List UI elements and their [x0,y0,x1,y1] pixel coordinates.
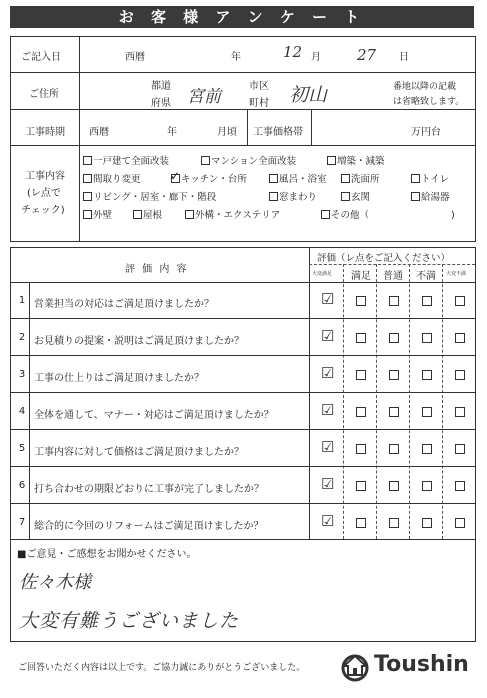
rating-checkbox[interactable] [389,444,399,454]
rating-checkbox[interactable] [422,296,432,306]
check-mark-icon[interactable]: ☑ [321,364,335,382]
checkbox[interactable] [83,192,92,201]
day-value[interactable]: 27 [357,46,377,64]
checkbox[interactable] [327,156,336,165]
city-value[interactable]: 初山 [289,84,328,106]
eval-header-right: 評価（レ点をご記入ください） [317,253,451,264]
checkbox[interactable] [133,210,142,219]
todofuken-top: 都道 [151,81,171,92]
rating-checkbox[interactable] [356,407,366,417]
day-unit: 日 [399,52,409,63]
check-mark-icon[interactable]: ☑ [321,401,335,419]
period-label: 工事時期 [25,127,65,138]
option-item[interactable]: 屋根 [133,207,185,225]
rating-checkbox[interactable] [356,370,366,380]
option-item[interactable]: 窓まわり [269,189,341,207]
price-divider-left [247,109,248,145]
month-value[interactable]: 12 [283,43,303,61]
price-unit: 万円台 [411,127,441,138]
option-item[interactable]: トイレ [411,174,449,185]
period-year-unit: 年 [167,127,177,138]
row-divider [11,318,475,319]
question-text: 打ち合わせの期限どおりに工事が完了しましたか？ [34,484,264,495]
period-month-unit: 月頃 [217,127,237,138]
rating-checkbox[interactable] [389,481,399,491]
question-number: 6 [18,480,26,491]
content-label-3: チェック) [21,205,65,216]
checkbox[interactable] [341,174,350,183]
rating-checkbox[interactable] [389,333,399,343]
checkbox[interactable] [411,192,420,201]
option-item[interactable]: 外壁 [83,207,133,225]
check-mark-icon[interactable]: ☑ [321,438,335,456]
brand-logo [340,650,480,684]
rating-checkbox[interactable] [422,370,432,380]
comments-label: ■ご意見・ご感想をお聞かせください。 [17,549,197,560]
question-number: 1 [18,295,26,306]
question-text: 工事内容に対して価格はご満足頂けましたか？ [34,447,244,458]
year-unit: 年 [231,52,241,63]
house-logo-icon [340,652,370,682]
rating-checkbox[interactable] [356,333,366,343]
rating-checkbox[interactable] [422,481,432,491]
question-text: 全体を通して、マナー・対応はご満足頂けましたか？ [34,410,274,421]
rating-checkbox[interactable] [455,444,465,454]
comment-line-2[interactable]: 大変有難うございました [19,610,240,632]
rating-checkbox[interactable] [455,370,465,380]
option-item[interactable]: 間取り変更 [83,171,171,189]
month-unit: 月 [311,52,321,63]
rating-divider [309,248,310,539]
question-number: 4 [18,406,26,417]
address-note-1: 番地以降の記載 [393,82,457,92]
rating-checkbox[interactable] [422,518,432,528]
rating-checkbox[interactable] [356,481,366,491]
col-divider [376,264,377,539]
question-text: お見積りの提案・説明はご満足頂けましたか？ [34,336,244,347]
header-bottom [11,282,475,283]
option-item[interactable]: 風呂・浴室 [269,171,341,189]
scale-very-satisfied: 大変満足 [312,271,333,277]
work-options [83,153,475,225]
date-era: 西暦 [125,52,145,63]
period-era: 西暦 [89,127,109,138]
address-label: ご住所 [29,89,59,100]
rating-checkbox[interactable] [389,407,399,417]
info-section [10,36,476,242]
option-item[interactable]: 増築・減築 [327,156,385,167]
divider [11,109,475,110]
rating-checkbox[interactable] [356,444,366,454]
number-divider [29,282,30,539]
footer-thanks: ご回答いただく内容は以上です。ご協力誠にありがとうございました。 [18,663,306,673]
rating-checkbox[interactable] [356,518,366,528]
rating-checkbox[interactable] [455,481,465,491]
todofuken-bottom: 府県 [151,98,171,109]
rating-checkbox[interactable] [422,444,432,454]
price-label: 工事価格帯 [253,127,303,138]
check-mark-icon[interactable]: ☑ [321,475,335,493]
option-item[interactable]: マンション全面改装 [201,153,327,171]
divider [11,72,475,73]
address-note-2: は省略致します。 [393,97,465,107]
survey-title: お 客 様 ア ン ケ ー ト [10,6,474,28]
divider [11,145,475,146]
rating-checkbox[interactable] [389,296,399,306]
checkbox[interactable] [269,174,278,183]
prefecture-value[interactable]: 宮前 [187,87,221,107]
col-divider [442,264,443,539]
check-mark-icon[interactable]: ☑ [321,327,335,345]
rating-checkbox[interactable] [422,407,432,417]
question-number: 3 [18,369,26,380]
price-divider-right [311,109,312,145]
option-item[interactable]: 玄関 [341,189,411,207]
rating-checkbox[interactable] [422,333,432,343]
row-divider [11,503,475,504]
scale-very-dissatisfied: 大変不満 [446,271,467,277]
content-label-1: 工事内容 [25,171,65,182]
option-item[interactable]: その他（ [321,207,451,225]
scale-normal: 普通 [383,271,403,282]
date-label: ご記入日 [21,52,61,63]
label-divider [79,37,80,241]
brand-name: Toushin [374,652,469,677]
option-item[interactable]: 一戸建て全面改装 [83,153,201,171]
rating-checkbox[interactable] [356,296,366,306]
option-item[interactable]: 給湯器 [411,192,450,203]
rating-checkbox[interactable] [455,518,465,528]
comments-box [10,540,476,642]
question-text: 工事の仕上りはご満足頂けましたか？ [34,373,204,384]
shiku-bottom: 町村 [249,98,269,109]
col-divider [343,264,344,539]
header-split [309,264,475,265]
rating-checkbox[interactable] [455,296,465,306]
shiku-top: 市区 [249,81,269,92]
checkbox[interactable] [83,174,92,183]
row-divider [11,392,475,393]
checkbox[interactable] [83,156,92,165]
evaluation-table [10,247,476,540]
checkbox[interactable] [185,210,194,219]
col-divider [409,264,410,539]
check-mark-icon[interactable]: ☑ [321,512,335,530]
question-number: 2 [18,332,26,343]
checkbox[interactable] [411,174,420,183]
eval-header-left: 評 価 内 容 [125,264,189,275]
comment-line-1[interactable]: 佐々木様 [19,572,91,593]
checkbox[interactable] [201,156,210,165]
checkbox[interactable] [83,210,92,219]
question-text: 総合的に今回のリフォームはご満足頂けましたか？ [34,521,264,532]
scale-dissatisfied: 不満 [416,271,436,282]
option-item[interactable]: ✓ キッチン・台所 [170,169,247,185]
question-number: 7 [18,517,26,528]
rating-checkbox[interactable] [455,333,465,343]
row-divider [11,429,475,430]
row-divider [11,355,475,356]
question-text: 営業担当の対応はご満足頂けましたか？ [34,299,214,310]
option-item[interactable]: 洗面所 [341,171,411,189]
rating-checkbox[interactable] [389,370,399,380]
question-number: 5 [18,443,26,454]
checkbox[interactable] [341,192,350,201]
rating-checkbox[interactable] [389,518,399,528]
checkbox[interactable] [321,210,330,219]
row-divider [11,466,475,467]
checkbox[interactable] [269,192,278,201]
option-item[interactable]: 外構・エクステリア [185,207,321,225]
other-close-paren: ) [451,210,455,221]
check-mark-icon[interactable]: ☑ [321,290,335,308]
content-label-2: (レ点で [27,188,61,199]
check-mark-icon: ✓ [170,169,181,183]
rating-checkbox[interactable] [455,407,465,417]
scale-satisfied: 満足 [351,271,371,282]
option-item[interactable]: リビング・居室・廊下・階段 [83,189,269,207]
